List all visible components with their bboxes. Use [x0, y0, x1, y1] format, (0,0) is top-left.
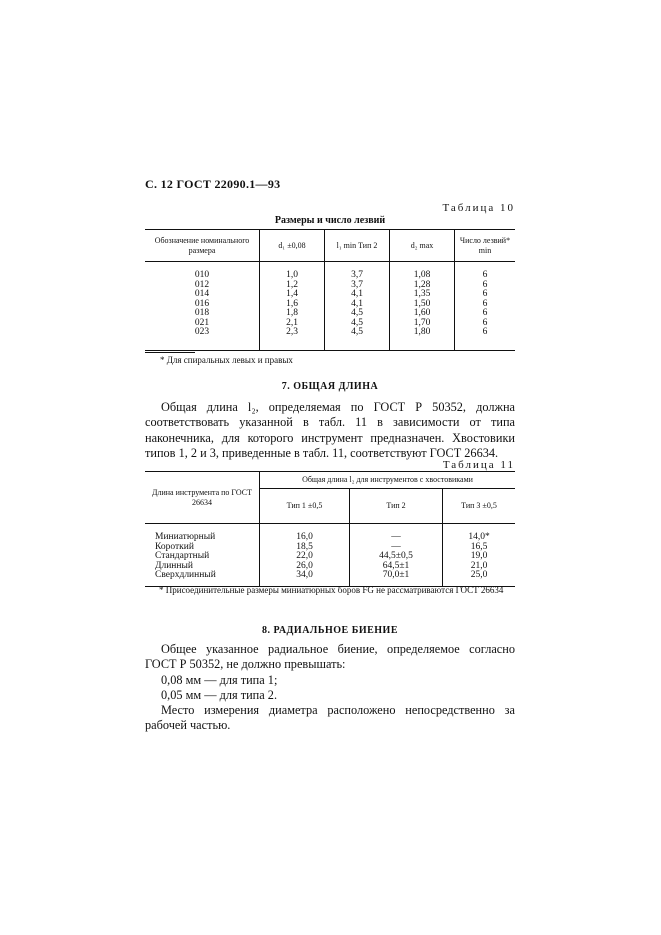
- table-cell: 3,7: [325, 271, 390, 281]
- table-cell: 014: [194, 289, 210, 299]
- table-cell: Миниатюрный: [155, 532, 216, 542]
- table-cell: 70,0±1: [350, 571, 443, 586]
- table-10-col-blades: Число лезвий* min: [455, 230, 516, 262]
- section-8-item-2: 0,05 мм — для типа 2.: [161, 687, 278, 702]
- table-cell: 1,60: [390, 309, 455, 319]
- table-cell: 1,70: [390, 319, 455, 329]
- table-10-footnote: * Для спиральных левых и правых: [160, 355, 293, 365]
- table-cell: 26,0: [260, 562, 350, 572]
- table-cell: 16,5: [443, 543, 516, 553]
- table-10-caption: Размеры и число лезвий: [274, 215, 386, 226]
- table-cell: 016: [194, 298, 210, 309]
- table-10-col-designation: Обозначение номинального размера: [145, 230, 260, 262]
- table-cell: 4,5: [325, 309, 390, 319]
- table-11-footnote: * Присоединительные размеры миниатюрных боров FG не рассматриваются ГОСТ 26634: [159, 585, 504, 595]
- section-8-text: [145, 642, 515, 734]
- table-cell: 1,28: [390, 281, 455, 291]
- table-cell: 6: [455, 290, 516, 300]
- table-11-col-type1: Тип 1 ±0,5: [260, 489, 350, 524]
- table-cell: 22,0: [260, 552, 350, 562]
- table-11-group-header: Общая длина l₂ для инструментов с хвостовиками: [260, 472, 516, 489]
- table-cell: 1,8: [260, 309, 325, 319]
- section-8-paragraph-1: Общее указанное радиальное биение, определяемое согласно ГОСТ Р 50352, не должно превышать:: [145, 642, 515, 672]
- table-cell: 1,2: [260, 281, 325, 291]
- table-10-col-l1: l₁ min Тип 2: [325, 230, 390, 262]
- table-cell: 021: [194, 317, 210, 328]
- table-cell: 1,4: [260, 290, 325, 300]
- table-row: [145, 533, 515, 543]
- section-7-paragraph: Общая длина l₂, определяемая по ГОСТ Р 50352, должна соответствовать указанной в табл. 11 в зависимости от типа наконечника, для которого инструмент предназначен. Хвостовики типов 1, 2 и 3, приведенные в табл. 11, соответствуют ГОСТ 26634.: [145, 400, 515, 460]
- section-7-text: [145, 400, 515, 461]
- table-cell: 1,80: [390, 328, 455, 350]
- table-cell: 6: [455, 309, 516, 319]
- table-cell: 1,6: [260, 300, 325, 310]
- section-8-item-1: 0,08 мм — для типа 1;: [161, 672, 278, 687]
- table-cell: 14,0*: [443, 533, 516, 543]
- table-11-col-type2: Тип 2: [350, 489, 443, 524]
- table-cell: Сверхдлинный: [145, 571, 260, 586]
- table-cell: 6: [455, 319, 516, 329]
- table-cell: 21,0: [443, 562, 516, 572]
- table-row: [145, 328, 515, 350]
- footnote-divider: [145, 352, 195, 353]
- table-cell: 18,5: [260, 543, 350, 553]
- table-11-col-type3: Тип 3 ±0,5: [443, 489, 516, 524]
- table-cell: 6: [455, 271, 516, 281]
- table-cell: 1,0: [260, 271, 325, 281]
- table-cell: 4,5: [325, 319, 390, 329]
- table-cell: 2,3: [260, 328, 325, 350]
- table-11: [145, 471, 515, 587]
- table-11-label: Таблица 11: [442, 459, 515, 471]
- table-cell: 16,0: [260, 533, 350, 543]
- table-10-col-d1: d₁ ±0,08: [260, 230, 325, 262]
- table-cell: —: [350, 533, 443, 543]
- table-cell: 4,1: [325, 290, 390, 300]
- table-cell: 012: [194, 279, 210, 290]
- table-11-col-length: Длина инструмента по ГОСТ 26634: [145, 472, 260, 524]
- table-cell: —: [350, 543, 443, 553]
- table-cell: 4,5: [325, 328, 390, 350]
- table-row: [145, 571, 515, 586]
- section-8-title: 8. РАДИАЛЬНОЕ БИЕНИЕ: [261, 625, 398, 636]
- table-cell: 19,0: [443, 552, 516, 562]
- table-cell: 018: [194, 308, 210, 318]
- table-cell: 6: [455, 281, 516, 291]
- table-cell: 34,0: [260, 571, 350, 586]
- section-8-paragraph-2: Место измерения диаметра расположено непосредственно за рабочей частью.: [145, 703, 515, 733]
- table-10: [145, 229, 515, 351]
- table-cell: 3,7: [325, 281, 390, 291]
- table-cell: 1,50: [390, 300, 455, 310]
- table-cell: 1,35: [390, 290, 455, 300]
- table-cell: 25,0: [443, 571, 516, 586]
- table-row: [145, 552, 515, 562]
- table-cell: 023: [145, 328, 260, 350]
- table-cell: 6: [455, 300, 516, 310]
- table-cell: 64,5±1: [350, 562, 443, 572]
- table-cell: 6: [455, 328, 516, 350]
- table-10-col-d2: d₂ max: [390, 230, 455, 262]
- table-cell: Длинный: [155, 560, 193, 571]
- table-cell: Короткий: [155, 541, 194, 552]
- table-cell: 4,1: [325, 300, 390, 310]
- table-cell: 2,1: [260, 319, 325, 329]
- table-cell: 010: [194, 270, 210, 280]
- table-cell: 44,5±0,5: [350, 552, 443, 562]
- table-cell: 1,08: [390, 271, 455, 281]
- table-cell: Стандартный: [155, 551, 210, 561]
- page-header: С. 12 ГОСТ 22090.1—93: [145, 177, 281, 191]
- table-10-label: Таблица 10: [442, 202, 515, 214]
- section-7-title: 7. ОБЩАЯ ДЛИНА: [281, 381, 379, 392]
